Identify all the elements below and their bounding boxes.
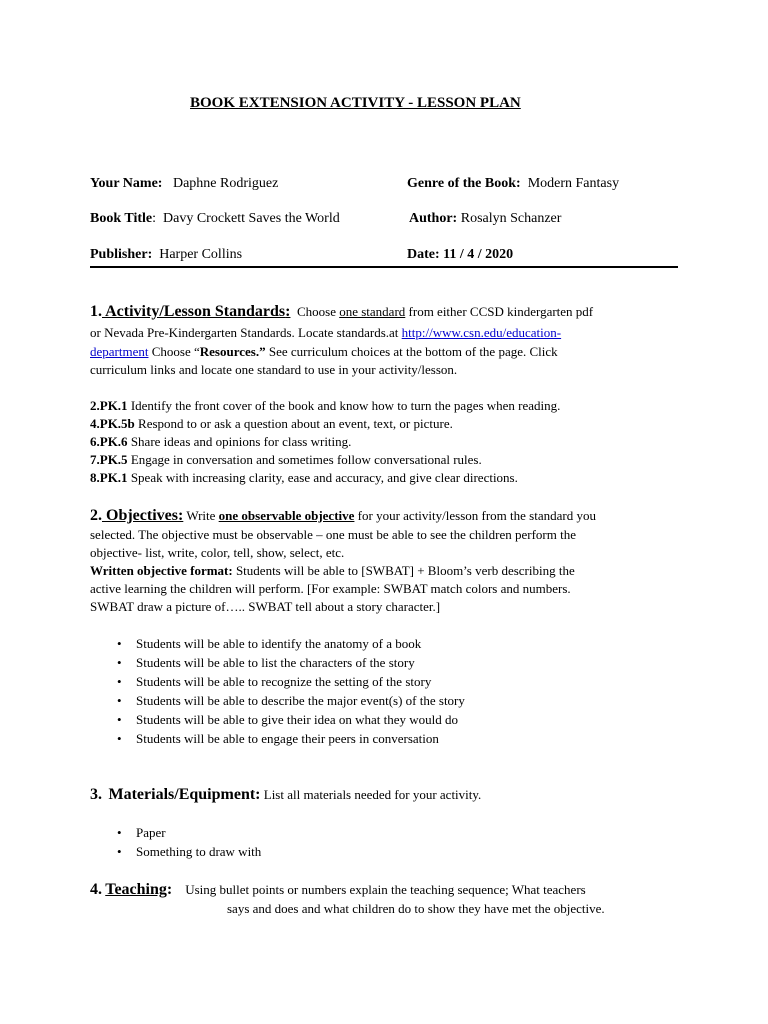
section2-line6: SWBAT draw a picture of….. SWBAT tell about a story character.] [90, 599, 441, 614]
section2-line5: active learning the children will perform. [For example: SWBAT match colors and numbers. [90, 581, 571, 596]
genre-label: Genre of the Book: [407, 176, 521, 191]
section2-line1 [90, 507, 596, 525]
date-label: Date: [407, 247, 440, 262]
standard-item [90, 469, 518, 487]
section1-line3-a: Choose “ [148, 344, 200, 359]
header-divider [90, 266, 678, 268]
author-label: Author: [409, 211, 458, 226]
section1-colon: : [285, 303, 291, 320]
section1-line2-text: or Nevada Pre-Kindergarten Standards. Locate standards.at [90, 325, 402, 340]
section2-text-c: for your activity/lesson from the standard you [354, 508, 596, 523]
format-label: Written objective format: [90, 563, 233, 578]
section2-number: 2. [90, 507, 102, 524]
author-row [409, 210, 561, 228]
section1-number: 1. [90, 303, 102, 320]
bullet-icon: • [117, 844, 122, 859]
name-label: Your Name: [90, 176, 163, 191]
standard-text: Speak with increasing clarity, ease and accuracy, and give clear directions. [127, 470, 518, 485]
bullet-icon: • [117, 693, 122, 708]
section1-line3-c: See curriculum choices at the bottom of the page. Click [265, 344, 558, 359]
objective-item: Students will be able to engage their peers in conversation [136, 731, 439, 746]
section3-text: List all materials needed for your activity. [260, 787, 482, 802]
section2-text-a: Write [183, 508, 219, 523]
standard-code: 8.PK.1 [90, 470, 128, 485]
resources-label: Resources.” [199, 344, 266, 359]
bullet-icon: • [117, 636, 122, 651]
objective-item: Students will be able to recognize the setting of the story [136, 674, 432, 689]
section2-heading: Objectives [102, 507, 178, 524]
book-title-label: Book Title [90, 211, 153, 226]
standard-text: Share ideas and opinions for class writing. [127, 434, 352, 449]
section3-number: 3. [90, 786, 102, 803]
name-row [90, 175, 278, 193]
bullet-icon: • [117, 674, 122, 689]
section1-one-standard: one standard [339, 304, 406, 319]
section2-line2: selected. The objective must be observable – one must be able to see the children perform the [90, 527, 577, 542]
genre-row [407, 175, 619, 193]
section1-line1 [90, 303, 593, 321]
author-value: Rosalyn Schanzer [460, 211, 562, 226]
bullet-icon: • [117, 712, 122, 727]
standard-item [90, 397, 560, 415]
objective-item: Students will be able to identify the anatomy of a book [136, 636, 422, 651]
section3-heading: Materials/Equipment [108, 786, 256, 803]
section1-text-b: from either CCSD kindergarten pdf [405, 304, 594, 319]
standard-code: 4.PK.5b [90, 416, 135, 431]
standards-link[interactable]: http://www.csn.edu/education- [401, 325, 562, 340]
section1-line4: curriculum links and locate one standard to use in your activity/lesson. [90, 362, 458, 377]
section4-colon: : [166, 881, 173, 898]
section3-colon: : [255, 786, 261, 803]
bullet-icon: • [117, 731, 122, 746]
section1-heading: Activity/Lesson Standards [102, 303, 286, 320]
objective-item: Students will be able to give their idea on what they would do [136, 712, 459, 727]
standard-item [90, 415, 453, 433]
standard-text: Identify the front cover of the book and know how to turn the pages when reading. [127, 398, 561, 413]
genre-value: Modern Fantasy [527, 176, 620, 191]
section1-line3 [90, 343, 558, 361]
bullet-icon: • [117, 655, 122, 670]
book-title-value: Davy Crockett Saves the World [163, 211, 340, 226]
material-item: Something to draw with [136, 844, 262, 859]
material-item: Paper [136, 825, 166, 840]
section4-text-1: Using bullet points or numbers explain the teaching sequence; What teachers [185, 882, 586, 897]
page-title: BOOK EXTENSION ACTIVITY - LESSON PLAN [190, 95, 521, 111]
standard-item [90, 451, 482, 469]
bullet-icon: • [117, 825, 122, 840]
section1-line2 [90, 324, 561, 342]
standard-code: 7.PK.5 [90, 452, 128, 467]
section1-text-a: Choose [296, 304, 340, 319]
section4-line2: says and does and what children do to show they have met the objective. [227, 901, 605, 916]
publisher-label: Publisher: [90, 247, 153, 262]
standard-text: Engage in conversation and sometimes follow conversational rules. [127, 452, 482, 467]
section4-number: 4. [90, 881, 102, 898]
standard-code: 2.PK.1 [90, 398, 128, 413]
section4-line1 [90, 881, 586, 899]
section2-line3: objective- list, write, color, tell, show, select, etc. [90, 545, 345, 560]
observable-objective: one observable objective [218, 508, 355, 523]
book-title-row [90, 210, 340, 228]
publisher-value: Harper Collins [159, 247, 243, 262]
standard-text: Respond to or ask a question about an event, text, or picture. [134, 416, 453, 431]
section2-colon: : [177, 507, 184, 524]
standard-code: 6.PK.6 [90, 434, 128, 449]
section2-line4 [90, 562, 575, 580]
date-value: 11 / 4 / 2020 [443, 247, 514, 262]
standard-item [90, 433, 351, 451]
standards-link-continued[interactable]: department [90, 344, 149, 359]
name-value: Daphne Rodriguez [172, 176, 279, 191]
publisher-row [90, 246, 242, 264]
book-title-colon: : [152, 211, 157, 226]
section3-line1 [90, 786, 481, 804]
section4-heading: Teaching [105, 881, 167, 898]
objective-item: Students will be able to describe the major event(s) of the story [136, 693, 465, 708]
date-row [407, 246, 513, 264]
format-text: Students will be able to [SWBAT] + Bloom’s verb describing the [232, 563, 575, 578]
objective-item: Students will be able to list the characters of the story [136, 655, 415, 670]
